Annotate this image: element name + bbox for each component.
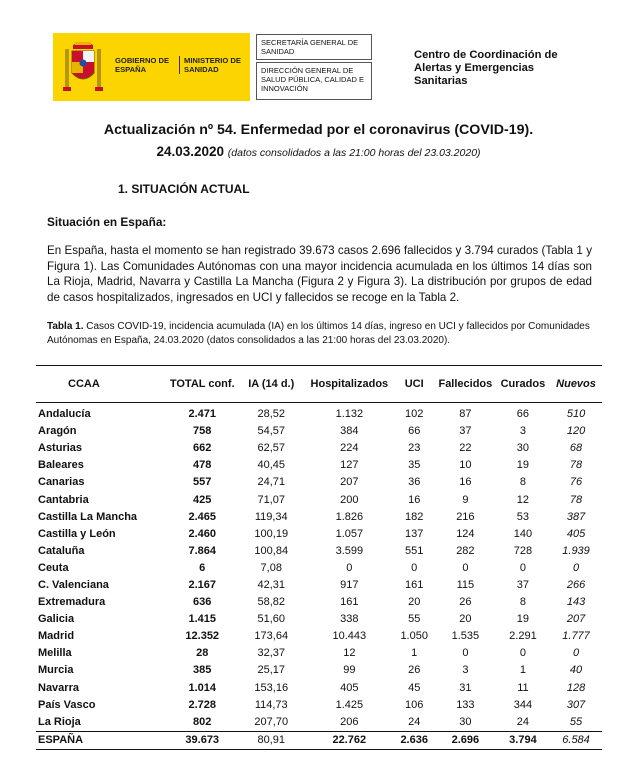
summary-paragraph: En España, hasta el momento se han registrado 39.673 casos 2.696 fallecidos y 3.794 curados (Tabla 1 y Figura 1). Las Comunidades Autónomas con una mayor incidencia acumulada en los últimos 14 días son La Rioja, Madrid, Navarra y Castilla La Mancha (Figura 2 y Figura 3). La distribución por grupos de edad de casos hospitalizados, ingresados en UCI y fallecidos se recoge en la Tabla 2. bbox=[47, 244, 592, 304]
cell-total-confirmed: 425 bbox=[193, 493, 212, 506]
header-deceased: Fallecidos bbox=[435, 366, 496, 403]
cell-recovered: 37 bbox=[516, 578, 530, 591]
total-hospitalized: 22.762 bbox=[305, 731, 393, 749]
cell-new-cases: 143 bbox=[566, 596, 586, 609]
cell-ia-14d: 24,71 bbox=[257, 476, 286, 489]
spain-coat-of-arms-icon bbox=[61, 39, 105, 95]
cell-deceased: 31 bbox=[459, 681, 472, 694]
cell-ia-14d: 100,19 bbox=[254, 527, 289, 540]
cell-ia-14d: 42,31 bbox=[257, 578, 286, 591]
cell-total-confirmed: 12.352 bbox=[185, 630, 220, 643]
cell-deceased: 30 bbox=[459, 715, 472, 728]
cell-ccaa: Castilla La Mancha bbox=[38, 510, 138, 523]
cell-ccaa: Murcia bbox=[38, 664, 74, 677]
table-row bbox=[36, 509, 602, 526]
cell-total-confirmed: 557 bbox=[193, 476, 212, 489]
cell-deceased: 124 bbox=[456, 527, 475, 540]
cell-hospitalized: 338 bbox=[340, 613, 359, 626]
cell-hospitalized: 99 bbox=[343, 664, 356, 677]
cell-ia-14d: 114,73 bbox=[254, 698, 288, 711]
cell-recovered: 11 bbox=[517, 681, 529, 694]
table-header-row bbox=[36, 366, 602, 403]
cell-total-confirmed: 662 bbox=[193, 442, 212, 455]
total-deceased: 2.696 bbox=[435, 731, 496, 749]
cell-icu: 24 bbox=[408, 715, 421, 728]
cell-total-confirmed: 802 bbox=[193, 715, 212, 728]
cell-recovered: 0 bbox=[519, 561, 526, 574]
cell-hospitalized: 1.425 bbox=[335, 698, 364, 711]
caption-text: Casos COVID-19, incidencia acumulada (IA) en los últimos 14 días, ingreso en UCI y fallecidos por Comunidades Autónomas en España, 24.03.2020 (datos consolidados a las 21:00 horas del 23.03.2020). bbox=[47, 321, 590, 346]
cell-new-cases: 76 bbox=[569, 476, 583, 489]
total-ccaa: ESPAÑA bbox=[36, 731, 167, 749]
cell-ccaa: Galicia bbox=[38, 613, 75, 626]
cell-ccaa: Ceuta bbox=[38, 561, 69, 574]
cell-ia-14d: 62,57 bbox=[257, 442, 286, 455]
cell-icu: 16 bbox=[408, 493, 421, 506]
cell-recovered: 2.291 bbox=[509, 630, 537, 643]
cell-recovered: 66 bbox=[516, 408, 530, 421]
cell-hospitalized: 405 bbox=[340, 681, 359, 694]
cell-ccaa: Andalucía bbox=[38, 408, 91, 421]
cell-icu: 45 bbox=[408, 681, 421, 694]
cell-recovered: 53 bbox=[516, 510, 530, 523]
cell-hospitalized: 224 bbox=[340, 442, 359, 455]
cell-ccaa: Cantabria bbox=[38, 493, 89, 506]
header-new-cases: Nuevos bbox=[550, 366, 602, 403]
cell-ia-14d: 28,52 bbox=[257, 408, 286, 421]
header-hospitalized: Hospitalizados bbox=[305, 366, 393, 403]
cell-recovered: 8 bbox=[519, 596, 526, 609]
cell-icu: 106 bbox=[405, 698, 424, 711]
cell-recovered: 344 bbox=[513, 698, 533, 711]
cell-icu: 1.050 bbox=[400, 630, 428, 643]
table-row bbox=[36, 526, 602, 543]
cell-hospitalized: 10.443 bbox=[332, 630, 367, 643]
cell-hospitalized: 3.599 bbox=[335, 544, 364, 557]
header-icu: UCI bbox=[393, 366, 435, 403]
cell-recovered: 19 bbox=[516, 459, 530, 472]
cell-new-cases: 405 bbox=[566, 527, 586, 540]
table-caption bbox=[47, 320, 592, 347]
cell-ia-14d: 32,37 bbox=[257, 647, 286, 660]
cell-total-confirmed: 2.471 bbox=[188, 408, 216, 421]
table-row bbox=[36, 474, 602, 491]
cell-deceased: 9 bbox=[462, 493, 469, 506]
document-title: Actualización nº 54. Enfermedad por el coronavirus (COVID-19). bbox=[103, 122, 534, 138]
cell-hospitalized: 1.132 bbox=[335, 408, 364, 421]
cell-recovered: 3 bbox=[519, 425, 526, 438]
cell-ia-14d: 173,64 bbox=[254, 630, 289, 643]
cell-ccaa: Melilla bbox=[38, 647, 72, 660]
cell-icu: 55 bbox=[408, 613, 421, 626]
cell-deceased: 3 bbox=[462, 664, 469, 677]
cell-icu: 161 bbox=[405, 578, 424, 591]
cell-icu: 35 bbox=[408, 459, 421, 472]
consolidation-note: (datos consolidados a las 21:00 horas del 23.03.2020) bbox=[227, 147, 481, 159]
ccaes-heading: Centro de Coordinación de Alertas y Emergencias Sanitarias bbox=[414, 49, 558, 87]
cell-deceased: 37 bbox=[459, 425, 472, 438]
cell-ccaa: Aragón bbox=[38, 425, 77, 438]
cell-ccaa: Cataluña bbox=[38, 544, 85, 557]
cell-total-confirmed: 385 bbox=[193, 664, 212, 677]
cell-ia-14d: 100,84 bbox=[254, 544, 289, 557]
cell-deceased: 0 bbox=[462, 561, 469, 574]
cell-hospitalized: 200 bbox=[340, 493, 359, 506]
cell-new-cases: 0 bbox=[572, 561, 580, 574]
direccion-box: DIRECCIÓN GENERAL DE SALUD PÚBLICA, CALIDAD E INNOVACIÓN bbox=[256, 62, 372, 100]
cell-icu: 0 bbox=[411, 561, 418, 574]
cell-recovered: 1 bbox=[519, 664, 526, 677]
cell-ccaa: País Vasco bbox=[38, 698, 96, 711]
cell-ia-14d: 51,60 bbox=[257, 613, 286, 626]
document-subtitle bbox=[0, 144, 637, 159]
cell-deceased: 282 bbox=[456, 544, 475, 557]
cell-icu: 102 bbox=[405, 408, 424, 421]
cell-hospitalized: 161 bbox=[340, 596, 359, 609]
government-name: GOBIERNO DE ESPAÑA bbox=[115, 56, 170, 74]
cell-ccaa: Asturias bbox=[38, 442, 83, 455]
cell-ia-14d: 54,57 bbox=[257, 425, 286, 438]
cell-total-confirmed: 7.864 bbox=[188, 544, 216, 557]
cell-ccaa: C. Valenciana bbox=[38, 578, 109, 591]
cell-hospitalized: 12 bbox=[343, 647, 356, 660]
table-row bbox=[36, 423, 602, 440]
cell-new-cases: 78 bbox=[569, 493, 583, 506]
header-recovered: Curados bbox=[496, 366, 550, 403]
cell-total-confirmed: 758 bbox=[193, 425, 212, 438]
total-recovered: 3.794 bbox=[496, 731, 550, 749]
cell-new-cases: 207 bbox=[566, 613, 586, 626]
cell-deceased: 133 bbox=[456, 698, 475, 711]
cell-new-cases: 128 bbox=[566, 681, 586, 694]
cell-hospitalized: 207 bbox=[340, 476, 359, 489]
cell-hospitalized: 1.057 bbox=[335, 527, 364, 540]
cell-icu: 137 bbox=[405, 527, 424, 540]
header-ccaa: CCAA bbox=[36, 366, 167, 403]
table-row bbox=[36, 577, 602, 594]
cell-new-cases: 266 bbox=[566, 578, 586, 591]
cell-total-confirmed: 478 bbox=[193, 459, 212, 472]
cell-hospitalized: 384 bbox=[340, 425, 359, 438]
cell-ccaa: La Rioja bbox=[38, 715, 81, 728]
cell-recovered: 140 bbox=[513, 527, 533, 540]
table-row bbox=[36, 662, 602, 679]
total-new-cases: 6.584 bbox=[550, 731, 602, 749]
secretaria-box: SECRETARÍA GENERAL DE SANIDAD bbox=[256, 34, 372, 60]
cell-deceased: 115 bbox=[456, 578, 475, 591]
cell-ccaa: Baleares bbox=[38, 459, 84, 472]
cell-icu: 36 bbox=[408, 476, 421, 489]
cell-ia-14d: 207,70 bbox=[254, 715, 289, 728]
section-heading: 1. SITUACIÓN ACTUAL bbox=[118, 182, 250, 196]
header-total-confirmed: TOTAL conf. bbox=[167, 366, 237, 403]
cell-deceased: 26 bbox=[459, 596, 472, 609]
cell-recovered: 30 bbox=[516, 442, 530, 455]
cell-deceased: 1.535 bbox=[451, 630, 480, 643]
cell-icu: 1 bbox=[411, 647, 418, 660]
report-date: 24.03.2020 bbox=[156, 144, 225, 159]
cell-new-cases: 120 bbox=[566, 425, 586, 438]
cell-hospitalized: 917 bbox=[340, 578, 359, 591]
situation-heading: Situación en España: bbox=[47, 215, 167, 229]
cell-total-confirmed: 2.465 bbox=[188, 510, 216, 523]
total-ia-14d: 80,91 bbox=[237, 731, 305, 749]
cell-ia-14d: 58,82 bbox=[257, 596, 286, 609]
cell-new-cases: 1.777 bbox=[562, 630, 590, 643]
cell-hospitalized: 1.826 bbox=[335, 510, 364, 523]
cell-recovered: 8 bbox=[519, 476, 526, 489]
cell-icu: 26 bbox=[408, 664, 421, 677]
cell-ccaa: Navarra bbox=[38, 681, 79, 694]
cell-deceased: 87 bbox=[459, 408, 472, 421]
table-row bbox=[36, 714, 602, 732]
table-row bbox=[36, 680, 602, 697]
cell-new-cases: 68 bbox=[569, 442, 583, 455]
cell-new-cases: 40 bbox=[569, 664, 583, 677]
cell-ia-14d: 25,17 bbox=[257, 664, 286, 677]
cell-deceased: 216 bbox=[456, 510, 475, 523]
table-row bbox=[36, 440, 602, 457]
cell-ia-14d: 71,07 bbox=[257, 493, 286, 506]
total-icu: 2.636 bbox=[393, 731, 435, 749]
cell-total-confirmed: 6 bbox=[199, 561, 206, 574]
table-row bbox=[36, 457, 602, 474]
cell-total-confirmed: 2.167 bbox=[188, 578, 216, 591]
cell-total-confirmed: 2.728 bbox=[188, 698, 216, 711]
cell-recovered: 19 bbox=[516, 613, 530, 626]
cell-deceased: 20 bbox=[459, 613, 472, 626]
table-row bbox=[36, 697, 602, 714]
cell-icu: 23 bbox=[408, 442, 421, 455]
cell-deceased: 22 bbox=[459, 442, 472, 455]
cell-deceased: 0 bbox=[462, 647, 469, 660]
table-row bbox=[36, 560, 602, 577]
ministry-name: MINISTERIO DE SANIDAD bbox=[179, 56, 250, 74]
cell-hospitalized: 127 bbox=[340, 459, 359, 472]
cell-ia-14d: 153,16 bbox=[254, 681, 289, 694]
table-row bbox=[36, 628, 602, 645]
table-row bbox=[36, 491, 602, 508]
cell-deceased: 16 bbox=[459, 476, 472, 489]
cell-new-cases: 0 bbox=[572, 647, 580, 660]
cell-ccaa: Castilla y León bbox=[38, 527, 116, 540]
cell-icu: 66 bbox=[408, 425, 421, 438]
table-row bbox=[36, 594, 602, 611]
table-row bbox=[36, 543, 602, 560]
cell-new-cases: 307 bbox=[566, 698, 586, 711]
caption-label: Tabla 1. bbox=[47, 321, 84, 332]
table-row bbox=[36, 403, 602, 424]
cell-ia-14d: 40,45 bbox=[257, 459, 286, 472]
government-banner bbox=[53, 33, 250, 101]
cell-icu: 551 bbox=[405, 544, 424, 557]
cell-recovered: 24 bbox=[516, 715, 530, 728]
total-total-confirmed: 39.673 bbox=[167, 731, 237, 749]
cell-icu: 182 bbox=[405, 510, 424, 523]
table-row bbox=[36, 611, 602, 628]
table-row bbox=[36, 645, 602, 662]
cell-new-cases: 78 bbox=[569, 459, 583, 472]
cell-recovered: 728 bbox=[513, 544, 533, 557]
cell-ccaa: Canarias bbox=[38, 476, 85, 489]
header-ia-14d: IA (14 d.) bbox=[237, 366, 305, 403]
cell-hospitalized: 206 bbox=[340, 715, 359, 728]
cell-recovered: 0 bbox=[519, 647, 526, 660]
cell-deceased: 10 bbox=[459, 459, 472, 472]
cell-icu: 20 bbox=[408, 596, 421, 609]
cell-total-confirmed: 1.014 bbox=[188, 681, 216, 694]
cell-total-confirmed: 28 bbox=[196, 647, 209, 660]
cell-recovered: 12 bbox=[516, 493, 530, 506]
cell-new-cases: 1.939 bbox=[562, 544, 590, 557]
cell-hospitalized: 0 bbox=[346, 561, 353, 574]
cell-ia-14d: 7,08 bbox=[260, 561, 282, 574]
cell-new-cases: 510 bbox=[566, 408, 586, 421]
cell-ia-14d: 119,34 bbox=[254, 510, 288, 523]
cell-total-confirmed: 2.460 bbox=[188, 527, 216, 540]
cell-ccaa: Extremadura bbox=[38, 596, 106, 609]
cell-total-confirmed: 1.415 bbox=[188, 613, 216, 626]
cell-new-cases: 387 bbox=[566, 510, 586, 523]
cell-ccaa: Madrid bbox=[38, 630, 75, 643]
cell-new-cases: 55 bbox=[569, 715, 583, 728]
table-total-row bbox=[36, 731, 602, 749]
ccaa-cases-table bbox=[36, 365, 602, 750]
cell-total-confirmed: 636 bbox=[193, 596, 212, 609]
